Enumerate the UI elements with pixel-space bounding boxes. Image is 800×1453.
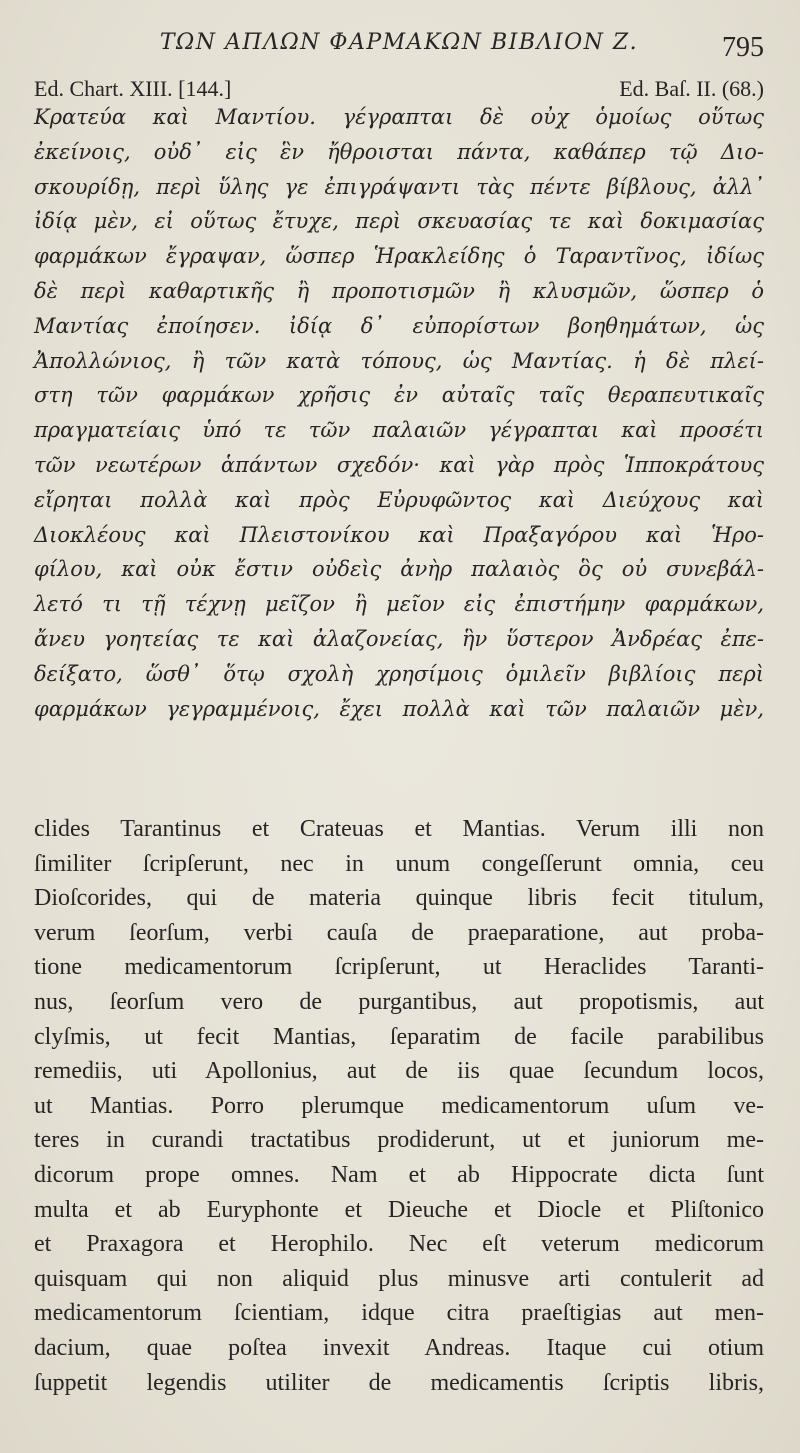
latin-line: teres in curandi tractatibus prodiderunt, ut et juniorum me-: [34, 1127, 764, 1154]
greek-line: εἴρηται πολλὰ καὶ πρὸς Εὐρυφῶντος καὶ Διεύχους καὶ: [34, 487, 764, 512]
latin-text: [34, 812, 764, 1400]
latin-line: dicorum prope omnes. Nam et ab Hippocrate dicta ſunt: [34, 1161, 764, 1188]
greek-line: σκουρίδῃ, περὶ ὕλης γε ἐπιγράψαντι τὰς πέντε βίβλους, ἀλλ᾽: [34, 174, 764, 199]
edition-chartier: Ed. Chart. XIII. [144.]: [34, 76, 232, 101]
latin-line: verum ſeorſum, verbi cauſa de praeparatione, aut proba-: [34, 919, 764, 946]
latin-line: multa et ab Euryphonte et Dieuche et Diocle et Pliſtonico: [34, 1196, 764, 1223]
latin-line: Dioſcorides, qui de materia quinque libris fecit titulum,: [34, 885, 764, 912]
latin-line: clyſmis, ut fecit Mantias, ſeparatim de facile parabilibus: [34, 1023, 764, 1050]
running-head: [34, 26, 764, 63]
greek-line: Διοκλέους καὶ Πλειστονίκου καὶ Πραξαγόρου καὶ Ἡρο-: [34, 522, 764, 547]
greek-line: Μαντίας ἐποίησεν. ἰδίᾳ δ᾽ εὐπορίστων βοηθημάτων, ὡς: [34, 313, 764, 338]
latin-line: ſuppetit legendis utiliter de medicamentis ſcriptis libris,: [34, 1369, 764, 1396]
page-number: 795: [722, 32, 764, 63]
latin-line: ut Mantias. Porro plerumque medicamentorum uſum ve-: [34, 1092, 764, 1119]
greek-line: φαρμάκων γεγραμμένοις, ἔχει πολλὰ καὶ τῶν παλαιῶν μὲν,: [34, 696, 764, 721]
greek-line: φαρμάκων ἔγραψαν, ὥσπερ Ἡρακλείδης ὁ Ταραντῖνος, ἰδίως: [34, 244, 764, 269]
greek-line: ἄνευ γοητείας τε καὶ ἀλαζονείας, ἣν ὕστερον Ἀνδρέας ἐπε-: [34, 626, 764, 651]
greek-line: Κρατεύα καὶ Μαντίου. γέγραπται δὲ οὐχ ὁμοίως οὕτως: [34, 105, 764, 129]
greek-line: φίλου, καὶ οὐκ ἔστιν οὐδεὶς ἀνὴρ παλαιὸς ὃς οὐ συνεβάλ-: [34, 557, 764, 582]
greek-line: στη τῶν φαρμάκων χρῆσις ἐν αὐταῖς ταῖς θεραπευτικαῖς: [34, 383, 764, 408]
latin-line: dacium, quae poſtea invexit Andreas. Itaque cui otium: [34, 1334, 764, 1361]
edition-line: [34, 76, 764, 102]
greek-line: Ἀπολλώνιος, ἢ τῶν κατὰ τόπους, ὡς Μαντίας. ἡ δὲ πλεί-: [34, 348, 764, 373]
latin-line: medicamentorum ſcientiam, idque citra praeſtigias aut men-: [34, 1300, 764, 1327]
latin-line: quisquam qui non aliquid plus minusve arti contulerit ad: [34, 1265, 764, 1292]
latin-line: clides Tarantinus et Crateuas et Mantias. Verum illi non: [34, 816, 764, 842]
latin-line: nus, ſeorſum vero de purgantibus, aut propotismis, aut: [34, 988, 764, 1015]
greek-line: πραγματείαις ὑπό τε τῶν παλαιῶν γέγραπται καὶ προσέτι: [34, 418, 764, 443]
greek-line: ἰδίᾳ μὲν, εἰ οὕτως ἔτυχε, περὶ σκευασίας τε καὶ δοκιμασίας: [34, 209, 764, 234]
greek-line: δείξατο, ὥσθ᾽ ὅτῳ σχολὴ χρησίμοις ὁμιλεῖν βιβλίοις περὶ: [34, 661, 764, 686]
latin-line: tione medicamentorum ſcripſerunt, ut Heraclides Taranti-: [34, 954, 764, 981]
greek-line: τῶν νεωτέρων ἁπάντων σχεδόν· καὶ γὰρ πρὸς Ἱπποκράτους: [34, 452, 764, 477]
greek-line: δὲ περὶ καθαρτικῆς ἢ προποτισμῶν ἢ κλυσμῶν, ὥσπερ ὁ: [34, 278, 764, 303]
running-title: ΤΩΝ ΑΠΛΩΝ ΦΑΡΜΑΚΩΝ ΒΙΒΛΙΟΝ Ζ.: [159, 30, 639, 55]
latin-line: remediis, uti Apollonius, aut de iis quae ſecundum locos,: [34, 1058, 764, 1085]
edition-basel: Ed. Baſ. II. (68.): [619, 76, 764, 101]
latin-line: et Praxagora et Herophilo. Nec eſt veterum medicorum: [34, 1231, 764, 1258]
greek-line: λετό τι τῇ τέχνῃ μεῖζον ἢ μεῖον εἰς ἐπιστήμην φαρμάκων,: [34, 592, 764, 617]
greek-line: ἐκείνοις, οὐδ᾽ εἰς ἓν ἤθροισται πάντα, καθάπερ τῷ Διο-: [34, 139, 764, 164]
latin-line: ſimiliter ſcripſerunt, nec in unum congeſſerunt omnia, ceu: [34, 850, 764, 877]
greek-text: [34, 100, 764, 726]
